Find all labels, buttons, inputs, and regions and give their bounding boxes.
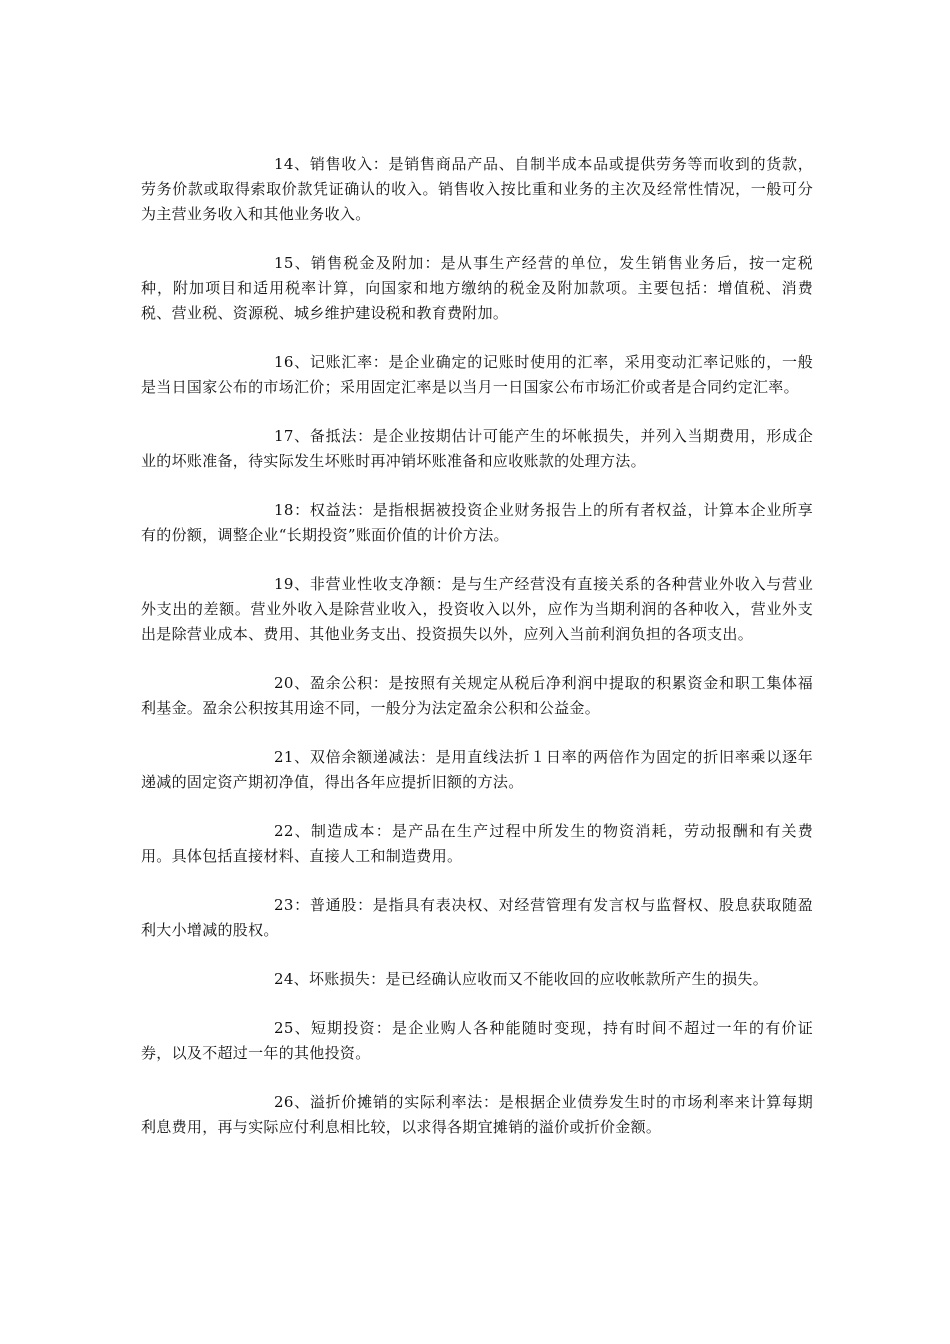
term-entry-17: 17、备抵法：是企业按期估计可能产生的坏帐损失，并列入当期费用，形成企业的坏账准备，待实际发生坏账时再冲销坏账准备和应收账款的处理方法。 <box>141 427 813 470</box>
term-entry-20: 20、盈余公积：是按照有关规定从税后净利润中提取的积累资金和职工集体福利基金。盈余公积按其用途不同，一般分为法定盈余公积和公益金。 <box>141 674 813 717</box>
term-entry-15: 15、销售税金及附加：是从事生产经营的单位，发生销售业务后，按一定税种，附加项目和适用税率计算，向国家和地方缴纳的税金及附加款项。主要包括：增值税、消费税、营业税、资源税、城乡维护建设税和教育费附加。 <box>141 254 813 322</box>
term-entry-23: 23：普通股：是指具有表决权、对经营管理有发言权与监督权、股息获取随盈利大小增减的股权。 <box>141 896 813 939</box>
term-entry-21: 21、双倍余额递减法：是用直线法折１日率的两倍作为固定的折旧率乘以逐年递减的固定资产期初净值，得出各年应提折旧额的方法。 <box>141 748 813 791</box>
document-body <box>141 152 813 1164</box>
term-entry-19: 19、非营业性收支净额：是与生产经营没有直接关系的各种营业外收入与营业外支出的差额。营业外收入是除营业收入，投资收入以外，应作为当期利润的各种收入，营业外支出是除营业成本、费用、其他业务支出、投资损失以外，应列入当前利润负担的各项支出。 <box>141 575 813 643</box>
term-entry-22: 22、制造成本：是产品在生产过程中所发生的物资消耗，劳动报酬和有关费用。具体包括直接材料、直接人工和制造费用。 <box>141 822 813 865</box>
term-entry-25: 25、短期投资：是企业购人各种能随时变现，持有时间不超过一年的有价证券，以及不超过一年的其他投资。 <box>141 1019 813 1062</box>
term-entry-18: 18：权益法：是指根据被投资企业财务报告上的所有者权益，计算本企业所享有的份额，调整企业“长期投资”账面价值的计价方法。 <box>141 501 813 544</box>
term-entry-14: 14、销售收入：是销售商品产品、自制半成本品或提供劳务等而收到的货款，劳务价款或取得索取价款凭证确认的收入。销售收入按比重和业务的主次及经常性情况，一般可分为主营业务收入和其他业务收入。 <box>141 155 813 223</box>
term-entry-16: 16、记账汇率：是企业确定的记账时使用的汇率，采用变动汇率记账的，一般是当日国家公布的市场汇价；采用固定汇率是以当月一日国家公布市场汇价或者是合同约定汇率。 <box>141 353 813 396</box>
term-entry-24: 24、坏账损失：是已经确认应收而又不能收回的应收帐款所产生的损失。 <box>274 970 768 988</box>
term-entry-26: 26、溢折价摊销的实际利率法：是根据企业债券发生时的市场利率来计算每期利息费用，再与实际应付利息相比较，以求得各期宜摊销的溢价或折价金额。 <box>141 1093 813 1136</box>
